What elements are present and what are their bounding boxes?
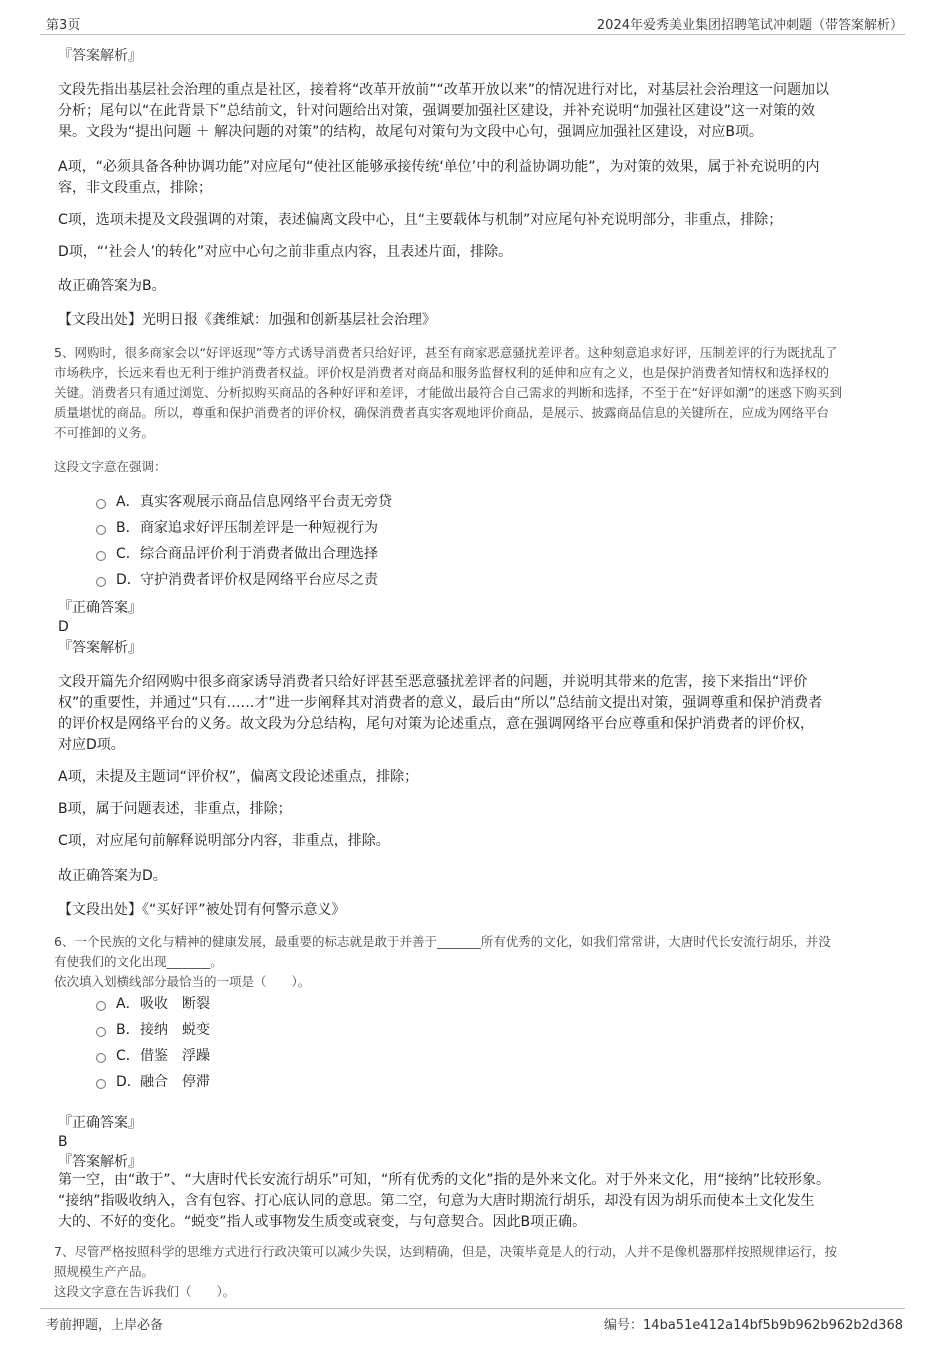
q5-analysis-line2: 权”的重要性，并通过“只有……才”进一步阐释其对消费者的意义，最后由“所以”总结前文提出对策，强调尊重和保护消费者 xyxy=(58,695,823,711)
q4-source: 【文段出处】光明日报《龚维斌：加强和创新基层社会治理》 xyxy=(58,312,436,328)
q5-analysis-line4: 对应D项。 xyxy=(58,737,125,753)
option-letter: C． xyxy=(116,546,140,562)
q5-stem-line3: 关键。消费者只有通过浏览、分析拟购买商品的各种好评和差评，才能做出最符合自己需求的判断和选择，不至于在“好评如潮”的迷惑下购买到 xyxy=(54,385,842,400)
footer-slogan: 考前押题，上岸必备 xyxy=(46,1318,164,1333)
q5-answer-label: 『正确答案』 xyxy=(58,600,142,616)
q5-stem-line1: 5、网购时，很多商家会以“好评返现”等方式诱导消费者只给好评，甚至有商家恶意骚扰差评者。这种刻意追求好评，压制差评的行为既扰乱了 xyxy=(54,345,838,360)
option-letter: D． xyxy=(116,1074,141,1090)
option-letter: A． xyxy=(116,996,140,1012)
q6-option-a[interactable] xyxy=(96,994,210,1014)
option-text: 真实客观展示商品信息网络平台责无旁贷 xyxy=(140,494,392,510)
radio-icon[interactable] xyxy=(96,1079,106,1089)
option-letter: C． xyxy=(116,1048,140,1064)
q6-option-d[interactable] xyxy=(96,1072,210,1092)
q5-option-d[interactable] xyxy=(96,570,378,590)
q5-analysis-line1: 文段开篇先介绍网购中很多商家诱导消费者只给好评甚至恶意骚扰差评者的问题，并说明其带来的危害，接下来指出“评价 xyxy=(58,674,808,690)
document-title: 2024年爱秀美业集团招聘笔试冲刺题（带答案解析） xyxy=(596,18,903,33)
q4-analysis-c: C项，选项未提及文段强调的对策，表述偏离文段中心，且“主要载体与机制”对应尾句补充说明部分，非重点，排除； xyxy=(58,212,783,228)
q6-analysis-line2: “接纳”指吸收纳入，含有包容、打心底认同的意思。第二空，句意为大唐时期流行胡乐，却没有因为胡乐而使本土文化发生 xyxy=(58,1193,815,1209)
q4-analysis-p1-line2: 分析；尾句以“在此背景下”总结前文，针对问题给出对策，强调要加强社区建设，并补充说明“加强社区建设”这一对策的效 xyxy=(58,103,816,119)
q7-prompt: 这段文字意在告诉我们（ ）。 xyxy=(54,1284,236,1299)
option-text: 融合 停滞 xyxy=(140,1074,210,1090)
q5-prompt: 这段文字意在强调： xyxy=(54,459,167,474)
q5-analysis-line3: 的评价权是网络平台的义务。故文段为分总结构，尾句对策为论述重点，意在强调网络平台应尊重和保护消费者的评价权， xyxy=(58,716,814,732)
option-text: 综合商品评价利于消费者做出合理选择 xyxy=(140,546,378,562)
q4-analysis-a-line1: A项，“必须具备各种协调功能”对应尾句“使社区能够承接传统‘单位’中的利益协调功能”，为对策的效果，属于补充说明的内 xyxy=(58,159,820,175)
q4-analysis-p1-line3: 果。文段为“提出问题 ＋ 解决问题的对策”的结构，故尾句对策句为文段中心句，强调应加强社区建设，对应B项。 xyxy=(58,124,764,140)
option-text: 商家追求好评压制差评是一种短视行为 xyxy=(140,520,378,536)
q5-analysis-b: B项，属于问题表述，非重点，排除； xyxy=(58,801,292,817)
radio-icon[interactable] xyxy=(96,1027,106,1037)
q5-analysis-label: 『答案解析』 xyxy=(58,640,142,656)
q5-analysis-c: C项，对应尾句前解释说明部分内容，非重点，排除。 xyxy=(58,833,390,849)
q4-analysis-p1-line1: 文段先指出基层社会治理的重点是社区，接着将“改革开放前”“改革开放以来”的情况进行对比，对基层社会治理这一问题加以 xyxy=(58,82,830,98)
q6-option-c[interactable] xyxy=(96,1046,210,1066)
q6-stem-line2: 有使我们的文化出现_______。 xyxy=(54,954,223,969)
q5-stem-line2: 市场秩序，长远来看也无利于维护消费者权益。评价权是消费者对商品和服务监督权利的延伸和应有之义，也是保护消费者知情权和选择权的 xyxy=(54,365,830,380)
q5-option-b[interactable] xyxy=(96,518,378,538)
q6-analysis-line1: 第一空，由“敢于”、“大唐时代长安流行胡乐”可知，“所有优秀的文化”指的是外来文化。对于外来文化，用“接纳”比较形象。 xyxy=(58,1172,831,1188)
page-footer xyxy=(40,1308,905,1333)
radio-icon[interactable] xyxy=(96,525,106,535)
option-text: 吸收 断裂 xyxy=(140,996,210,1012)
q6-answer: B xyxy=(58,1134,68,1150)
q5-analysis-a: A项，未提及主题词“评价权”，偏离文段论述重点，排除； xyxy=(58,769,419,785)
q6-prompt: 依次填入划横线部分最恰当的一项是（ ）。 xyxy=(54,974,311,989)
radio-icon[interactable] xyxy=(96,551,106,561)
q5-answer: D xyxy=(58,619,69,635)
q5-stem-line4: 质量堪忧的商品。所以，尊重和保护消费者的评价权，确保消费者真实客观地评价商品，是展示、披露商品信息的关键所在，应成为网络平台 xyxy=(54,405,830,420)
q5-conclusion: 故正确答案为D。 xyxy=(58,868,167,884)
q5-option-c[interactable] xyxy=(96,544,378,564)
q5-option-a[interactable] xyxy=(96,492,392,512)
radio-icon[interactable] xyxy=(96,577,106,587)
q4-analysis-d: D项，“‘社会人’的转化”对应中心句之前非重点内容，且表述片面，排除。 xyxy=(58,244,513,260)
radio-icon[interactable] xyxy=(96,1001,106,1011)
option-letter: D． xyxy=(116,572,141,588)
option-letter: B． xyxy=(116,1022,140,1038)
q5-source: 【文段出处】《“买好评”被处罚有何警示意义》 xyxy=(58,902,346,918)
q4-analysis-label: 『答案解析』 xyxy=(58,48,142,64)
q7-stem-line1: 7、尽管严格按照科学的思维方式进行行政决策可以减少失误，达到精确，但是，决策毕竟是人的行动，人并不是像机器那样按照规律运行，按 xyxy=(54,1244,837,1259)
q6-answer-label: 『正确答案』 xyxy=(58,1115,142,1131)
option-text: 接纳 蜕变 xyxy=(140,1022,210,1038)
page-number: 第3页 xyxy=(46,18,81,33)
radio-icon[interactable] xyxy=(96,1053,106,1063)
q4-conclusion: 故正确答案为B。 xyxy=(58,278,166,294)
option-letter: A． xyxy=(116,494,140,510)
option-text: 借鉴 浮躁 xyxy=(140,1048,210,1064)
radio-icon[interactable] xyxy=(96,499,106,509)
q6-stem-line1: 6、一个民族的文化与精神的健康发展，最重要的标志就是敢于并善于_______所有优秀的文化，如我们常常讲，大唐时代长安流行胡乐，并没 xyxy=(54,934,831,949)
page-header xyxy=(40,12,905,35)
option-letter: B． xyxy=(116,520,140,536)
q6-option-b[interactable] xyxy=(96,1020,210,1040)
document-id: 编号：14ba51e412a14bf5b9b962b962b2d368 xyxy=(604,1318,903,1333)
q4-analysis-a-line2: 容，非文段重点，排除； xyxy=(58,180,212,196)
q6-analysis-label: 『答案解析』 xyxy=(58,1154,142,1170)
option-text: 守护消费者评价权是网络平台应尽之责 xyxy=(140,572,378,588)
q5-stem-line5: 不可推卸的义务。 xyxy=(54,425,155,440)
q7-stem-line2: 照规模生产产品。 xyxy=(54,1264,155,1279)
q6-analysis-line3: 大的、不好的变化。“蜕变”指人或事物发生质变或衰变，与句意契合。因此B项正确。 xyxy=(58,1214,587,1230)
